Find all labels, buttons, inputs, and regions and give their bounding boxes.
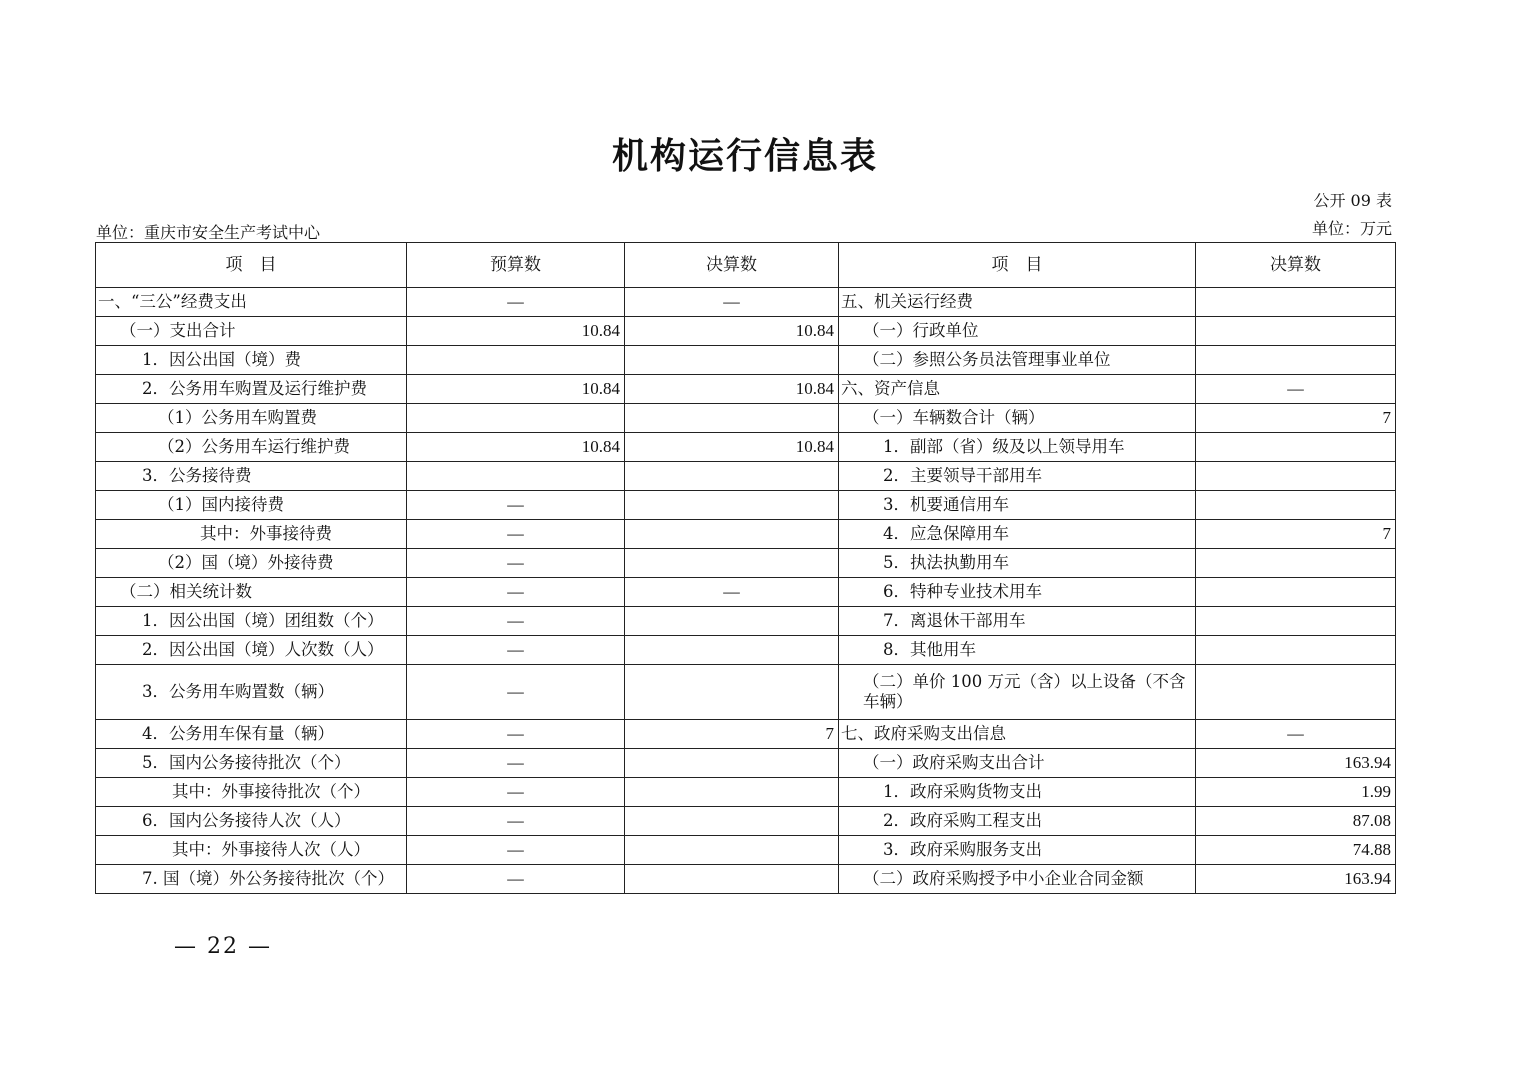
table-row (96, 288, 1396, 317)
final-value (625, 778, 839, 807)
table-row (96, 607, 1396, 636)
right-final-value (1196, 665, 1396, 720)
right-final-value (1196, 607, 1396, 636)
right-item-label: 7．离退休干部用车 (839, 607, 1196, 636)
left-item-label: 2．公务用车购置及运行维护费 (96, 375, 407, 404)
right-item-label: （一）车辆数合计（辆） (839, 404, 1196, 433)
right-final-value (1196, 578, 1396, 607)
right-final-value: — (1196, 375, 1396, 404)
left-item-label: 6．国内公务接待人次（人） (96, 807, 407, 836)
final-value (625, 749, 839, 778)
right-final-value: 1.99 (1196, 778, 1396, 807)
right-item-label: 8．其他用车 (839, 636, 1196, 665)
table-row (96, 346, 1396, 375)
right-item-label: （二）单价 100 万元（含）以上设备（不含车辆） (839, 665, 1196, 720)
left-item-label: （二）相关统计数 (96, 578, 407, 607)
right-item-label: 1．副部（省）级及以上领导用车 (839, 433, 1196, 462)
right-item-label: 1．政府采购货物支出 (839, 778, 1196, 807)
header-final-left: 决算数 (625, 243, 839, 288)
left-item-label: 3．公务用车购置数（辆） (96, 665, 407, 720)
left-item-label: 其中：外事接待人次（人） (96, 836, 407, 865)
left-item-label: （一）支出合计 (96, 317, 407, 346)
left-item-label: （2）国（境）外接待费 (96, 549, 407, 578)
table-row (96, 578, 1396, 607)
table-row (96, 665, 1396, 720)
budget-value: — (407, 665, 625, 720)
final-value (625, 346, 839, 375)
right-item-label: 2．主要领导干部用车 (839, 462, 1196, 491)
table-row (96, 491, 1396, 520)
right-item-label: （一）行政单位 (839, 317, 1196, 346)
table-header-row (96, 243, 1396, 288)
left-item-label: （1）公务用车购置费 (96, 404, 407, 433)
final-value (625, 836, 839, 865)
right-item-label: 2．政府采购工程支出 (839, 807, 1196, 836)
right-final-value: 87.08 (1196, 807, 1396, 836)
budget-value: — (407, 720, 625, 749)
table-row (96, 749, 1396, 778)
info-table (95, 242, 1396, 894)
budget-value: — (407, 807, 625, 836)
budget-value: — (407, 749, 625, 778)
unit-label: 单位：万元 (1311, 219, 1392, 238)
left-item-label: 3．公务接待费 (96, 462, 407, 491)
header-item-right: 项 目 (839, 243, 1196, 288)
final-value: — (625, 288, 839, 317)
budget-value: — (407, 491, 625, 520)
left-item-label: （2）公务用车运行维护费 (96, 433, 407, 462)
final-value (625, 549, 839, 578)
left-item-label: 7. 国（境）外公务接待批次（个） (96, 865, 407, 894)
budget-value: — (407, 636, 625, 665)
right-final-value (1196, 462, 1396, 491)
budget-value: — (407, 865, 625, 894)
left-item-label: （1）国内接待费 (96, 491, 407, 520)
budget-value: — (407, 778, 625, 807)
right-item-label: （二）政府采购授予中小企业合同金额 (839, 865, 1196, 894)
table-row (96, 865, 1396, 894)
header-item-left: 项 目 (96, 243, 407, 288)
right-item-label: 3．政府采购服务支出 (839, 836, 1196, 865)
budget-value: — (407, 836, 625, 865)
left-item-label: 1．因公出国（境）团组数（个） (96, 607, 407, 636)
budget-value: — (407, 578, 625, 607)
budget-value: — (407, 288, 625, 317)
table-row (96, 520, 1396, 549)
right-final-value (1196, 549, 1396, 578)
right-item-label: 5．执法执勤用车 (839, 549, 1196, 578)
right-final-value (1196, 433, 1396, 462)
right-item-label: 五、机关运行经费 (839, 288, 1196, 317)
final-value (625, 865, 839, 894)
right-final-value: 7 (1196, 520, 1396, 549)
table-row (96, 462, 1396, 491)
budget-value: 10.84 (407, 317, 625, 346)
right-item-label: （二）参照公务员法管理事业单位 (839, 346, 1196, 375)
right-final-value: 74.88 (1196, 836, 1396, 865)
budget-value: 10.84 (407, 375, 625, 404)
form-code: 公开 09 表 (1313, 191, 1392, 210)
budget-value (407, 346, 625, 375)
final-value (625, 665, 839, 720)
final-value: 10.84 (625, 375, 839, 404)
table-row (96, 807, 1396, 836)
right-final-value (1196, 636, 1396, 665)
right-item-label: 3．机要通信用车 (839, 491, 1196, 520)
right-item-label: （一）政府采购支出合计 (839, 749, 1196, 778)
final-value: 7 (625, 720, 839, 749)
table-row (96, 836, 1396, 865)
table-row (96, 720, 1396, 749)
final-value (625, 462, 839, 491)
final-value (625, 520, 839, 549)
budget-value (407, 404, 625, 433)
left-item-label: 2．因公出国（境）人次数（人） (96, 636, 407, 665)
final-value: — (625, 578, 839, 607)
left-item-label: 4．公务用车保有量（辆） (96, 720, 407, 749)
header-final-right: 决算数 (1196, 243, 1396, 288)
organization-label: 单位：重庆市安全生产考试中心 (96, 223, 321, 242)
budget-value: — (407, 520, 625, 549)
page-number: — 22 — (174, 934, 272, 959)
budget-value (407, 462, 625, 491)
left-item-label: 其中：外事接待批次（个） (96, 778, 407, 807)
final-value: 10.84 (625, 433, 839, 462)
left-item-label: 其中：外事接待费 (96, 520, 407, 549)
final-value (625, 807, 839, 836)
right-final-value: 163.94 (1196, 865, 1396, 894)
final-value: 10.84 (625, 317, 839, 346)
right-final-value: — (1196, 720, 1396, 749)
right-item-label: 七、政府采购支出信息 (839, 720, 1196, 749)
right-final-value: 7 (1196, 404, 1396, 433)
right-item-label: 6．特种专业技术用车 (839, 578, 1196, 607)
final-value (625, 491, 839, 520)
right-item-label: 4．应急保障用车 (839, 520, 1196, 549)
final-value (625, 636, 839, 665)
right-final-value (1196, 491, 1396, 520)
right-final-value (1196, 346, 1396, 375)
table-row (96, 404, 1396, 433)
table-row (96, 433, 1396, 462)
final-value (625, 607, 839, 636)
left-item-label: 一、“三公”经费支出 (96, 288, 407, 317)
right-final-value: 163.94 (1196, 749, 1396, 778)
table-row (96, 636, 1396, 665)
header-budget: 预算数 (407, 243, 625, 288)
table-row (96, 778, 1396, 807)
left-item-label: 5．国内公务接待批次（个） (96, 749, 407, 778)
budget-value: — (407, 607, 625, 636)
budget-value: 10.84 (407, 433, 625, 462)
right-final-value (1196, 317, 1396, 346)
right-final-value (1196, 288, 1396, 317)
table-row (96, 317, 1396, 346)
budget-value: — (407, 549, 625, 578)
table-row (96, 549, 1396, 578)
page-title: 机构运行信息表 (611, 135, 878, 177)
left-item-label: 1．因公出国（境）费 (96, 346, 407, 375)
final-value (625, 404, 839, 433)
right-item-label: 六、资产信息 (839, 375, 1196, 404)
table-row (96, 375, 1396, 404)
